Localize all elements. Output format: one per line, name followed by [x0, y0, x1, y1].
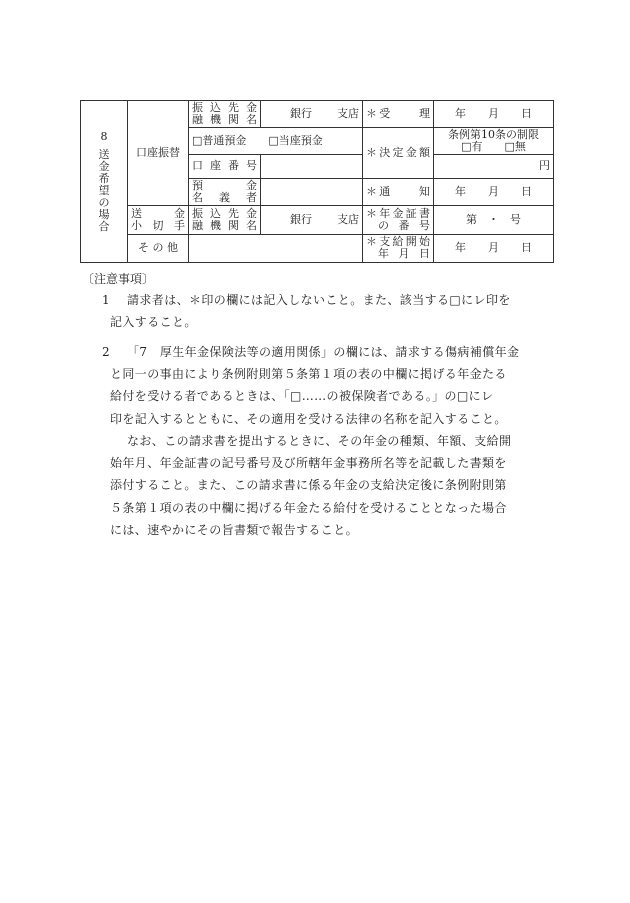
deposit-type-options[interactable]: □普通預金 □当座預金 — [189, 128, 363, 155]
bank-name-field[interactable]: 銀行 支店 — [261, 101, 363, 128]
receipt-label: ＊受 理 — [363, 101, 434, 128]
decision-amount-label: ＊決定金額 — [363, 128, 434, 179]
depositor-label: 預 金 名 義 者 — [189, 178, 261, 205]
cheque-bank-label: 振込先金 融機関名 — [189, 205, 261, 234]
cheque-bank-name-field[interactable]: 銀行 支店 — [261, 205, 363, 234]
note-item-1: 1 請求者は、＊印の欄には記入しないこと。また、該当する□にレ印を 記入すること。 — [102, 293, 511, 330]
receipt-date-field[interactable]: 年 月 日 — [434, 101, 554, 128]
pension-cert-field[interactable]: 第 ・ 号 — [434, 205, 554, 234]
pension-cert-label: ＊年金証書 の 番 号 — [363, 205, 434, 234]
payment-start-date-field[interactable]: 年 月 日 — [434, 234, 554, 262]
note-paragraph: なお、この請求書を提出するときに、その年金の種類、年額、支給開 始年月、年金証書の記号番号及び所轄年金事務所名等を記載した書類を 添付すること。また、この請求書に係る年金の支給決定後に条例附則第 ５条第１項の表の中欄に掲げる年金たる給付を受けることとなった場合 には、速やかにその旨書類で報告すること。 — [110, 434, 512, 537]
notice-label: ＊通 知 — [363, 178, 434, 205]
section-label: 8 送 金 希 望 の 場 合 — [81, 101, 128, 263]
note-item-2: 2 「7 厚生年金保険法等の適用関係」の欄には、請求する傷病補償年金 と同一の事由により条例附則第５条第１項の表の中欄に掲げる年金たる 給付を受ける者であるときは、「□……の被保険者である。」の□にレ 印を記入するとともに、その適用を受ける法律の名称を記入すること。 — [102, 345, 520, 426]
account-number-field[interactable] — [261, 155, 363, 179]
account-transfer-label: 口座振替 — [128, 101, 189, 206]
depositor-field[interactable] — [261, 178, 363, 205]
notes-title: 〔注意事項〕 — [82, 272, 155, 286]
bank-label: 振込先金 融機関名 — [189, 101, 261, 128]
other-field[interactable] — [189, 234, 363, 262]
remittance-table — [80, 100, 554, 263]
notice-date-field[interactable]: 年 月 日 — [434, 178, 554, 205]
article10-limit[interactable]: 条例第10条の制限 □有 □無 — [434, 128, 554, 155]
account-number-label: 口座番号 — [189, 155, 261, 179]
cheque-label: 送 金 小 切 手 — [128, 205, 189, 234]
other-label: そ の 他 — [128, 234, 189, 262]
payment-start-label: ＊支給開始 年 月 日 — [363, 234, 434, 262]
decision-amount-field[interactable]: 円 — [434, 155, 554, 179]
